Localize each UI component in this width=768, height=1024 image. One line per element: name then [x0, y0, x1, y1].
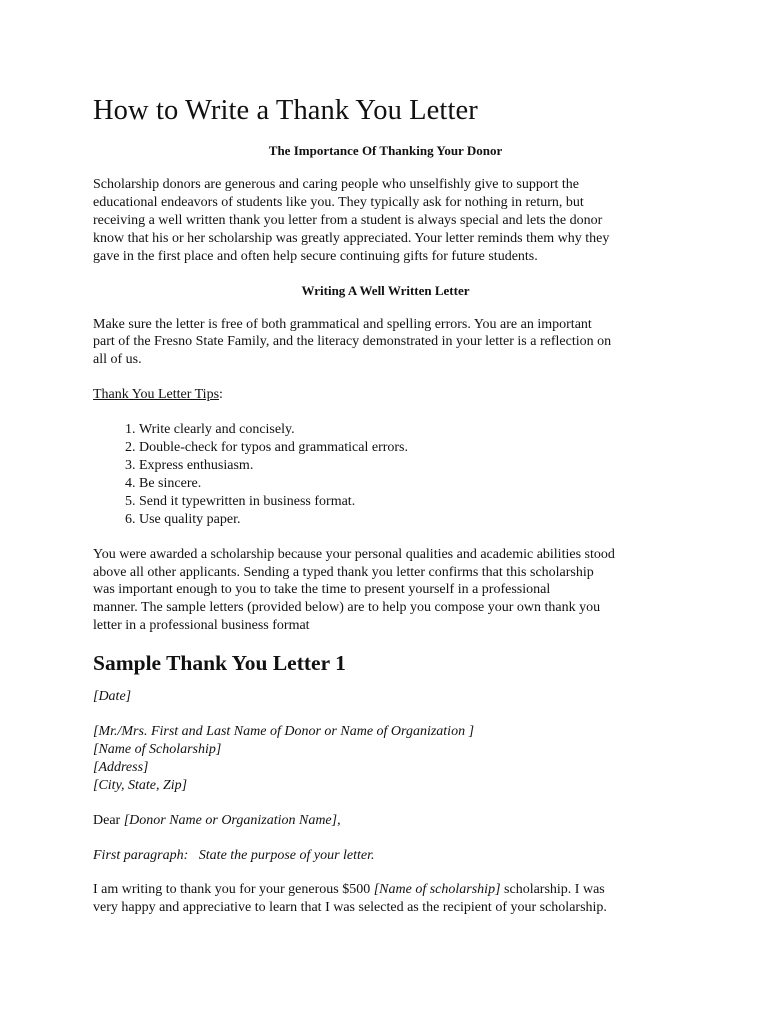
text-line: know that his or her scholarship was greatly appreciated. Your letter reminds them why they — [93, 230, 610, 246]
text-line: You were awarded a scholarship because your personal qualities and academic abilities stood — [93, 546, 615, 562]
text-line: educational endeavors of students like you. They typically ask for nothing in return, but — [93, 194, 584, 210]
body-text: scholarship. I was — [500, 882, 605, 898]
tips-colon: : — [219, 387, 223, 403]
list-item: 4. Be sincere. — [139, 475, 678, 493]
text-line: manner. The sample letters (provided below) are to help you compose your own thank you — [93, 600, 601, 616]
address-line: [Mr./Mrs. First and Last Name of Donor or Name of Organization ] — [93, 724, 475, 740]
list-item: 3. Express enthusiasm. — [139, 457, 678, 475]
list-item: 1. Write clearly and concisely. — [139, 421, 678, 439]
text-line: Scholarship donors are generous and caring people who unselfishly give to support the — [93, 177, 580, 192]
text-line: receiving a well written thank you letter from a student is always special and lets the donor — [93, 212, 603, 228]
importance-paragraph — [93, 176, 678, 266]
tips-label: Thank You Letter Tips — [93, 387, 220, 403]
text-line: part of the Fresno State Family, and the literacy demonstrated in your letter is a reflection on — [93, 334, 612, 350]
text-line: was important enough to you to take the time to present yourself in a professional — [93, 582, 551, 598]
salutation-prefix: Dear — [93, 812, 124, 828]
tips-list — [93, 421, 678, 528]
letter-address-block — [93, 723, 678, 795]
text-line: Make sure the letter is free of both grammatical and spelling errors. You are an important — [93, 316, 592, 332]
list-item: 6. Use quality paper. — [139, 511, 678, 529]
section-heading-writing: Writing A Well Written Letter — [301, 282, 470, 298]
address-line: [Address] — [93, 759, 149, 775]
first-paragraph-instruction: First paragraph: State the purpose of your letter. — [93, 847, 375, 863]
page-title: How to Write a Thank You Letter — [93, 95, 478, 126]
section-heading-importance: The Importance Of Thanking Your Donor — [268, 143, 503, 158]
text-line: above all other applicants. Sending a typed thank you letter confirms that this scholarship — [93, 564, 594, 580]
text-line: gave in the first place and often help secure continuing gifts for future students. — [93, 248, 538, 264]
text-line: letter in a professional business format — [93, 618, 310, 634]
tips-label-line — [93, 386, 678, 404]
salutation-suffix: , — [337, 812, 341, 828]
body-text: very happy and appreciative to learn that I was selected as the recipient of your scholarship. — [93, 900, 607, 916]
body-text: I am writing to thank you for your generous $500 — [93, 882, 374, 898]
text-line: all of us. — [93, 352, 142, 368]
body-scholarship-name: [Name of scholarship] — [373, 882, 501, 898]
closing-paragraph — [93, 546, 678, 636]
address-line: [City, State, Zip] — [93, 777, 188, 793]
list-item: 5. Send it typewritten in business format. — [139, 493, 678, 511]
sample-letter-heading: Sample Thank You Letter 1 — [93, 651, 346, 676]
letter-body-paragraph — [93, 881, 678, 917]
salutation-name: [Donor Name or Organization Name] — [123, 812, 338, 828]
document-page — [93, 92, 678, 917]
list-item: 2. Double-check for typos and grammatical errors. — [139, 439, 678, 457]
writing-paragraph — [93, 316, 678, 370]
letter-salutation — [93, 812, 678, 830]
address-line: [Name of Scholarship] — [93, 741, 222, 757]
letter-date: [Date] — [93, 689, 132, 705]
